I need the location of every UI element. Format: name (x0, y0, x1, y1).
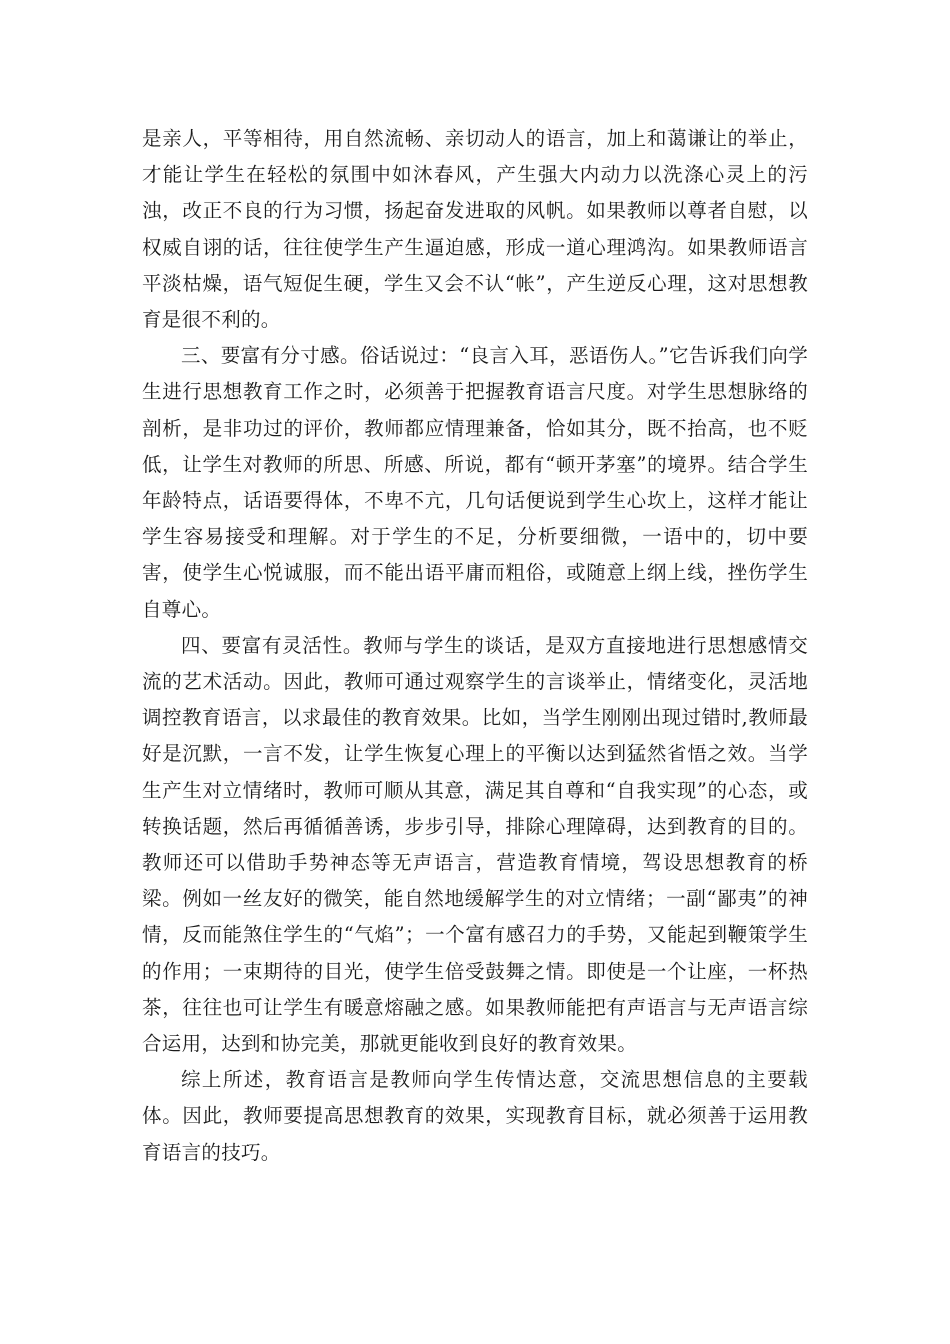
paragraph-section-three: 三、要富有分寸感。俗话说过：“良言入耳，恶语伤人。”它告诉我们向学生进行思想教育工作之时，必须善于把握教育语言尺度。对学生思想脉络的剖析，是非功过的评价，教师都应情理兼备，恰如其分，既不抬高，也不贬低，让学生对教师的所思、所感、所说，都有“顿开茅塞”的境界。结合学生年龄特点，话语要得体，不卑不亢，几句话便说到学生心坎上，这样才能让学生容易接受和理解。对于学生的不足，分析要细微，一语中的，切中要害，使学生心悦诚服，而不能出语平庸而粗俗，或随意上纲上线，挫伤学生自尊心。 (142, 344, 808, 621)
paragraph-continuation: 是亲人，平等相待，用自然流畅、亲切动人的语言，加上和蔼谦让的举止，才能让学生在轻松的氛围中如沐春风，产生强大内动力以洗涤心灵上的污浊，改正不良的行为习惯，扬起奋发进取的风帆。如果教师以尊者自慰，以权威自诩的话，往往使学生产生逼迫感，形成一道心理鸿沟。如果教师语言平淡枯燥，语气短促生硬，学生又会不认“帐”，产生逆反心理，这对思想教育是很不利的。 (142, 127, 808, 332)
paragraph-conclusion: 综上所述，教育语言是教师向学生传情达意，交流思想信息的主要载体。因此，教师要提高思想教育的效果，实现教育目标，就必须善于运用教育语言的技巧。 (142, 1068, 808, 1164)
document-body (142, 121, 808, 1171)
paragraph-section-four: 四、要富有灵活性。教师与学生的谈话，是双方直接地进行思想感情交流的艺术活动。因此，教师可通过观察学生的言谈举止，情绪变化，灵活地调控教育语言，以求最佳的教育效果。比如，当学生刚刚出现过错时,教师最好是沉默，一言不发，让学生恢复心理上的平衡以达到猛然省悟之效。当学生产生对立情绪时，教师可顺从其意，满足其自尊和“自我实现”的心态，或转换话题，然后再循循善诱，步步引导，排除心理障碍，达到教育的目的。教师还可以借助手势神态等无声语言，营造教育情境，驾设思想教育的桥梁。例如一丝友好的微笑，能自然地缓解学生的对立情绪；一副“鄙夷”的神情，反而能煞住学生的“气焰”；一个富有感召力的手势，又能起到鞭策学生的作用；一束期待的目光，使学生倍受鼓舞之情。即使是一个让座，一杯热茶，往往也可让学生有暖意熔融之感。如果教师能把有声语言与无声语言综合运用，达到和协完美，那就更能收到良好的教育效果。 (142, 633, 808, 1056)
